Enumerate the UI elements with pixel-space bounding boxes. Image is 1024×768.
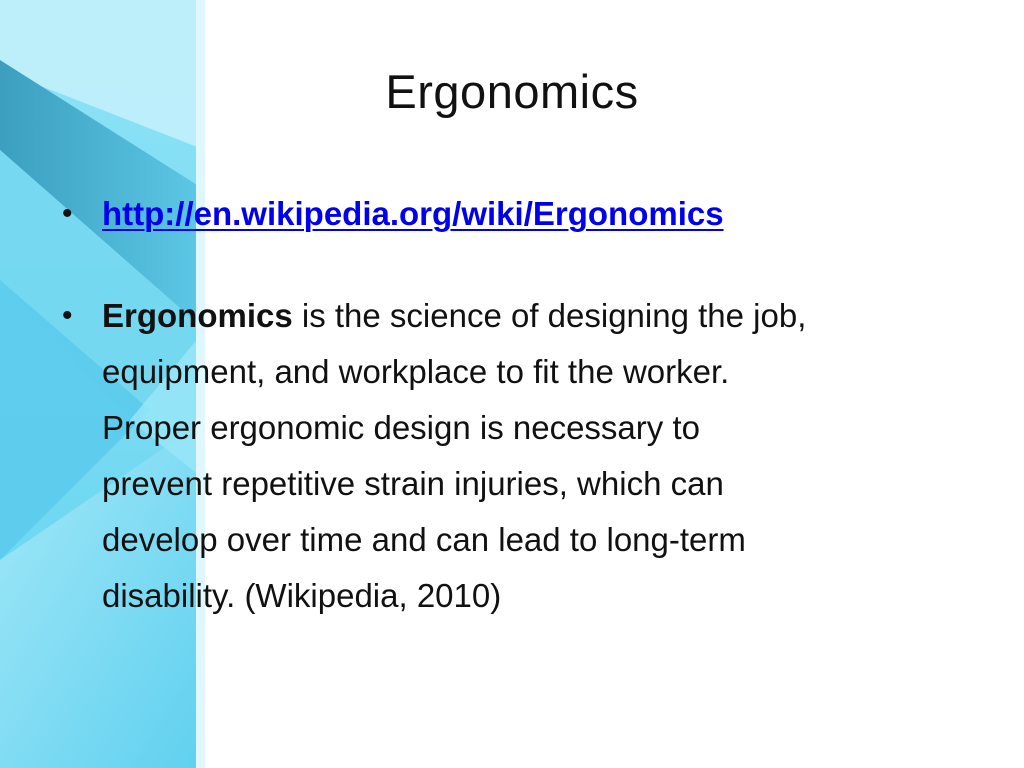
definition-line-2: equipment, and workplace to fit the worker. (102, 353, 730, 390)
definition-line-1 (102, 288, 992, 344)
bullet-dot-icon: • (62, 197, 73, 230)
bold-term: Ergonomics (102, 297, 293, 334)
definition-line-4: prevent repetitive strain injuries, which can (102, 465, 724, 502)
bullet-item-link (62, 186, 992, 242)
definition-line-5: develop over time and can lead to long-term (102, 521, 746, 558)
definition-line-3: Proper ergonomic design is necessary to (102, 409, 700, 446)
definition-line-6: disability. (Wikipedia, 2010) (102, 577, 502, 614)
bullet-list (62, 186, 992, 624)
bullet-item-definition (62, 288, 992, 624)
slide-title: Ergonomics (385, 65, 639, 118)
bullet-dot-icon: • (62, 299, 73, 332)
wikipedia-link[interactable]: http://en.wikipedia.org/wiki/Ergonomics (102, 195, 724, 232)
definition-text: is the science of designing the job, (292, 297, 807, 334)
